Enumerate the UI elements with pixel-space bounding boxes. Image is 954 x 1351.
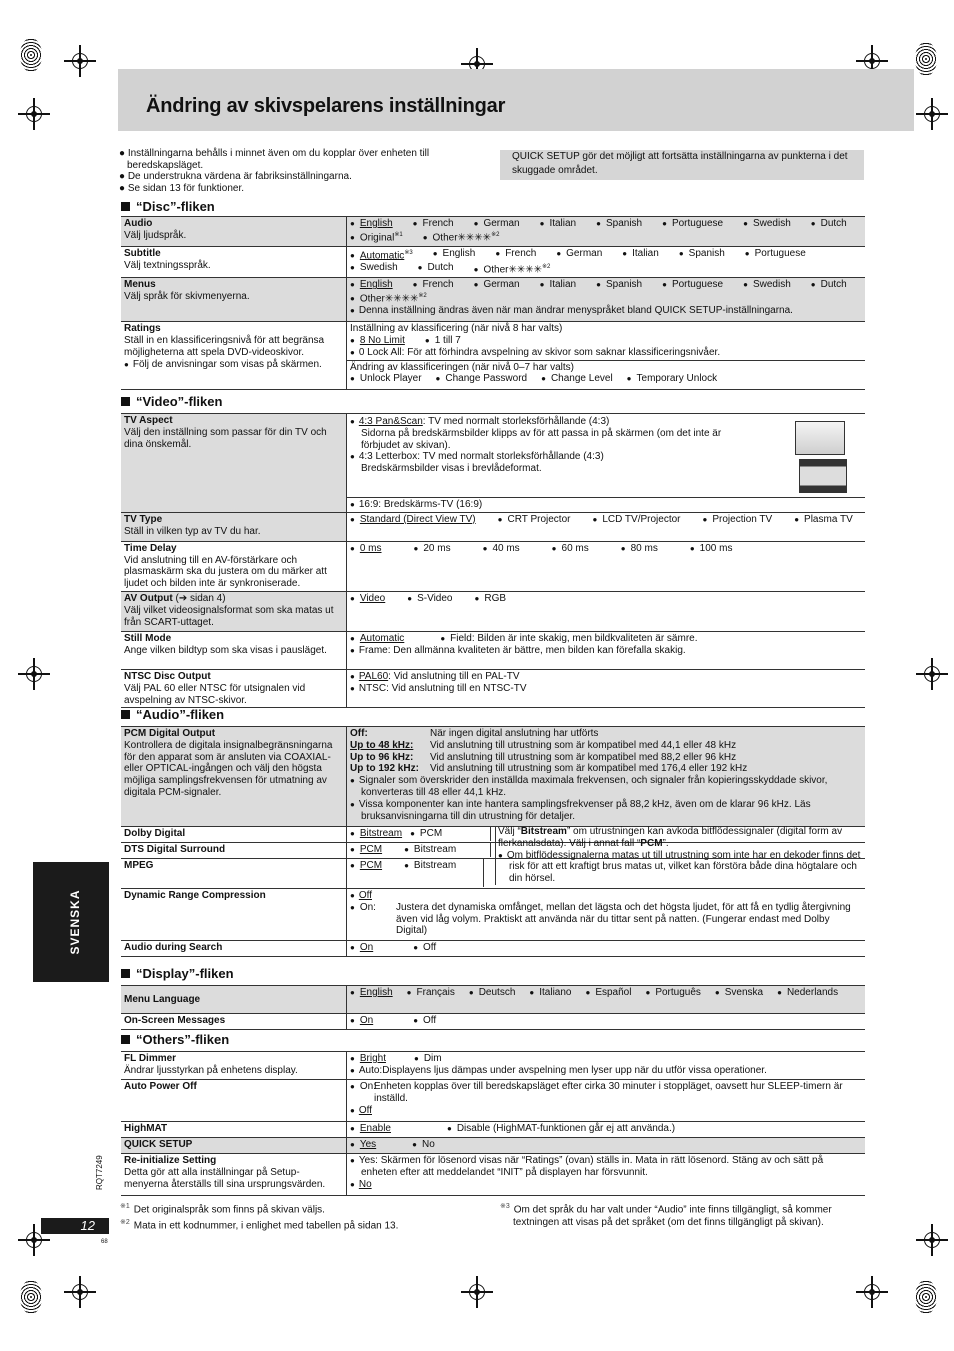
option-pal60[interactable]: ● PAL60: Vid anslutning till en PAL-TV [350, 671, 862, 683]
option-on[interactable]: ● On [350, 942, 373, 954]
option-portuguese[interactable]: ● Portuguese [662, 218, 723, 230]
option-lcd-tv-projector[interactable]: ● LCD TV/Projector [592, 514, 680, 526]
document-code: RQT7249 [95, 1155, 104, 1190]
option-0-ms[interactable]: ● 0 ms [350, 543, 382, 555]
option-other[interactable]: ● Other✳✳✳✳$^{※2}$ [423, 230, 500, 244]
setting-row-subtitle [121, 247, 865, 278]
option-swedish[interactable]: ● Swedish [743, 218, 791, 230]
option-espanol[interactable]: ● Español [585, 987, 631, 999]
option-no[interactable]: ● No [350, 1179, 862, 1191]
intro-note: ● De understrukna värdena är fabriksinställningarna. [119, 171, 352, 183]
setting-desc: Vid anslutning till en AV-förstärkare och plasmaskärm ska du justera om du märker att ljudet och bilden inte är synkroniserade. [124, 554, 327, 590]
crosshair-icon [18, 658, 50, 690]
option-bitstream[interactable]: ● Bitstream [404, 860, 456, 872]
video-settings-table [121, 413, 865, 708]
option-french[interactable]: ● French [413, 218, 454, 230]
setting-row-fl-dimmer [121, 1052, 865, 1080]
setting-desc: Ställ in vilken typ av TV du har. [124, 525, 261, 537]
setting-row-ratings [121, 322, 865, 390]
pan-scan-illustration [795, 421, 845, 455]
option-german[interactable]: ● German [474, 279, 520, 291]
option-portuguese[interactable]: ● Portuguese [745, 248, 806, 262]
setting-name: AV Output (➔ sidan 4) [124, 592, 226, 604]
setting-name: Time Delay [124, 542, 177, 554]
setting-name: TV Aspect [124, 415, 173, 426]
crosshair-icon [916, 658, 948, 690]
option-pcm[interactable]: ● PCM [350, 860, 382, 872]
option-on[interactable]: ● On: [350, 1081, 374, 1105]
setting-desc: Välj vilket videosignalsformat som ska matas ut från SCART-uttaget. [124, 604, 334, 628]
option-automatic[interactable]: ● Automatic$^{※3}$ [350, 248, 413, 262]
setting-name: MPEG [124, 860, 154, 871]
option-ntsc[interactable]: ● NTSC: Vid anslutning till en NTSC-TV [350, 683, 862, 695]
option-off[interactable]: ● Off [350, 1105, 862, 1117]
registration-disc-icon [20, 38, 42, 72]
option-pcm[interactable]: ● PCM [350, 844, 382, 856]
intro-notes [119, 148, 489, 194]
intro-note: ● Inställningarna behålls i minnet även om du kopplar över enheten till beredskapsläget. [119, 148, 430, 171]
option-spanish[interactable]: ● Spanish [596, 279, 642, 291]
option-20-ms[interactable]: ● 20 ms [414, 543, 451, 555]
setting-name: Re-initialize Setting [124, 1155, 217, 1166]
option-40-ms[interactable]: ● 40 ms [483, 543, 520, 555]
quick-setup-note: QUICK SETUP gör det möjligt att fortsätta inställningarna av punkterna i det skuggade området. [500, 150, 864, 180]
setting-name: Auto Power Off [124, 1081, 197, 1092]
option-temporary-unlock[interactable]: ● Temporary Unlock [627, 373, 717, 385]
option-plasma-tv[interactable]: ● Plasma TV [794, 514, 853, 526]
option-nederlands[interactable]: ● Nederlands [777, 987, 838, 999]
option-pcm[interactable]: ● PCM [410, 828, 442, 840]
footnote-3: $^{※3}$ Om det språk du har valt under “Audio” inte finns tillgängligt, så kommer textningen att visas på det språket (om det finns tillgängligt på skivan). [500, 1203, 832, 1228]
option-dim[interactable]: ● Dim [414, 1053, 442, 1065]
letterbox-desc: Bredskärmsbilder visas i brevlådeformat. [361, 463, 542, 475]
setting-name: Dynamic Range Compression [124, 890, 266, 901]
option-italian[interactable]: ● Italian [540, 218, 577, 230]
option-italian[interactable]: ● Italian [622, 248, 659, 262]
bitstream-note: Välj “Bitstream” om utrustningen kan avkoda bitflödessignaler (digital form av flerkanalsdata). Välj i annat fall “PCM”. ● Om bitflödessignalerna matas ut till utrustning som inte har en dekoder finns det risk för att ett kraftigt brus matas ut, vilket kan förstöra både dina högtalare och din hörsel. [495, 826, 863, 885]
setting-row-pcm-digital-output [121, 727, 865, 827]
crosshair-icon [856, 1276, 888, 1308]
option-80-ms[interactable]: ● 80 ms [621, 543, 658, 555]
setting-name: HighMAT [124, 1123, 168, 1134]
section-heading-audio: “Audio”-fliken [121, 707, 224, 722]
setting-name: QUICK SETUP [124, 1139, 193, 1150]
setting-row-time-delay [121, 541, 865, 591]
setting-desc: Välj ljudspråk. [124, 229, 187, 241]
setting-name: Still Mode [124, 632, 172, 644]
setting-row-reinitialize [121, 1154, 865, 1196]
setting-desc: Välj textningsspråk. [124, 259, 211, 271]
option-german[interactable]: ● German [556, 248, 602, 262]
setting-row-menu-language [121, 986, 865, 1014]
option-yes[interactable]: ● Yes [350, 1139, 376, 1151]
setting-name: TV Type [124, 513, 163, 525]
registration-disc-icon [915, 42, 937, 76]
option-bitstream[interactable]: ● Bitstream [404, 844, 456, 856]
option-french[interactable]: ● French [413, 279, 454, 291]
setting-name: DTS Digital Surround [124, 844, 226, 855]
option-deutsch[interactable]: ● Deutsch [469, 987, 516, 999]
option-english[interactable]: ● English [350, 279, 393, 291]
registration-disc-icon [915, 1280, 937, 1314]
option-dutch[interactable]: ● Dutch [811, 279, 847, 291]
drc-on-desc: Justera det dynamiska omfånget, mellan det lägsta och det högsta ljudet, för att få en tydlig återgivning även vid låg volym. Praktiskt att använda när du tittar sent på natten. (Fungerar endast med Dolby Digital) [396, 901, 851, 937]
intro-note: ● Se sidan 13 för funktioner. [119, 182, 245, 194]
option-swedish[interactable]: ● Swedish [350, 262, 398, 276]
option-no[interactable]: ● No [412, 1139, 435, 1151]
option-0-lock-all[interactable]: ● 0 Lock All: För att förhindra avspelning av skivor som saknar klassificeringsnivåer. [350, 347, 862, 359]
section-heading-disc: “Disc”-fliken [121, 199, 215, 214]
footnote-1: $^{※1}$ Det originalspråk som finns på skivan väljs. [120, 1203, 325, 1216]
setting-name: Subtitle [124, 248, 161, 259]
option-other[interactable]: ● Other✳✳✳✳$^{※2}$ [350, 291, 427, 305]
page-number: 12 [41, 1218, 109, 1234]
setting-row-highmat [121, 1122, 865, 1138]
ratings-heading-8: Inställning av klassificering (när nivå 8 har valts) [350, 323, 563, 335]
setting-desc: Välj PAL 60 eller NTSC för utsignalen vid avspelning av NTSC-skivor. [124, 682, 306, 706]
pan-scan-desc: Sidorna på bredskärmsbilder klipps av för att passa in på skärmen (om det inte är förbjudet av skivan). [361, 427, 722, 451]
option-1-to-7[interactable]: ● 1 till 7 [425, 335, 461, 347]
option-dutch[interactable]: ● Dutch [811, 218, 847, 230]
setting-row-tv-type [121, 512, 865, 541]
setting-row-audio-during-search [121, 941, 865, 957]
crosshair-icon [916, 98, 948, 130]
language-tab: SVENSKA [33, 862, 109, 982]
option-off[interactable]: ● Off [413, 1015, 436, 1027]
option-16-9[interactable]: ● 16:9: Bredskärms-TV (16:9) [350, 499, 862, 511]
setting-name: Ratings [124, 323, 161, 335]
option-off[interactable]: Off: När ingen digital anslutning har utförts [350, 728, 599, 739]
crosshair-icon [64, 45, 96, 77]
option-francais[interactable]: ● Français [407, 987, 455, 999]
option-projection-tv[interactable]: ● Projection TV [703, 514, 773, 526]
option-change-level[interactable]: ● Change Level [541, 373, 613, 385]
small-number: 68 [101, 1239, 108, 1245]
option-bitstream[interactable]: ● Bitstream [350, 828, 402, 840]
option-up-to-96[interactable]: Up to 96 kHz: Vid anslutning till utrustning som är kompatibel med 88,2 eller 96 kHz [350, 751, 737, 763]
setting-row-av-output [121, 591, 865, 631]
option-disable[interactable]: ● Disable (HighMAT-funktionen går ej att använda.) [447, 1123, 675, 1135]
setting-name: PCM Digital Output [124, 728, 216, 739]
setting-desc: Kontrollera de digitala insignalbegränsningarna för den apparat som är ansluten via COAXIAL- eller OPTICAL-ingången och välj den högsta möjliga samplingsfrekvensen för utmatning av digitala PCM-signaler. [124, 739, 333, 798]
setting-desc: Välj språk för skivmenyerna. [124, 291, 250, 303]
setting-desc: Ställ in en klassificeringsnivå för att begränsa möjligheterna att spela DVD-videoskivor. [124, 335, 325, 358]
crosshair-icon [18, 98, 50, 130]
option-spanish[interactable]: ● Spanish [679, 248, 725, 262]
disc-settings-table [121, 216, 865, 390]
setting-name: Dolby Digital [124, 828, 186, 839]
pcm-note-1: ● Signaler som överskrider den inställda maximala frekvensen, och signaler från kopieringsskyddade skivor, konverteras till 48 eller 44,1 kHz. [350, 775, 862, 799]
option-off[interactable]: ● Off [350, 890, 862, 902]
setting-row-dynamic-range [121, 889, 865, 941]
option-on[interactable]: ● On [350, 1015, 373, 1027]
section-heading-others: “Others”-fliken [121, 1032, 229, 1047]
setting-name: Menus [124, 279, 156, 291]
option-spanish[interactable]: ● Spanish [596, 218, 642, 230]
option-field[interactable]: ● Field: Bilden är inte skakig, men bildkvaliteten är sämre. [440, 633, 697, 645]
option-bright[interactable]: ● Bright [350, 1053, 386, 1065]
setting-row-audio [121, 217, 865, 247]
option-french[interactable]: ● French [495, 248, 536, 262]
option-original[interactable]: ● Original$^{※1}$ [350, 230, 403, 244]
setting-row-still-mode [121, 631, 865, 669]
option-yes[interactable]: ● Yes: Skärmen för lösenord visas när “Ratings” (ovan) ställs in. Mata in rätt lösenord. Stäng av och sätt på enheten efter att meddelandet “INIT” på displayen har försvunnit. [350, 1155, 862, 1179]
option-enable[interactable]: ● Enable [350, 1123, 391, 1135]
section-heading-display: “Display”-fliken [121, 966, 234, 981]
page-title: Ändring av skivspelarens inställningar [146, 95, 506, 117]
others-settings-table [121, 1051, 865, 1196]
option-italian[interactable]: ● Italian [540, 279, 577, 291]
footnotes-left [120, 1201, 490, 1232]
setting-name: FL Dimmer [124, 1053, 177, 1064]
apo-on-desc: Enheten kopplas över till beredskapsläget efter cirka 30 minuter i stoppläget, oavsett hur SLEEP-timern är inställd. [374, 1081, 843, 1104]
setting-name: Audio during Search [124, 942, 223, 953]
ratings-heading-0-7: Ändring av klassificeringen (när nivå 0–7 har valts) [350, 361, 574, 373]
option-letterbox[interactable]: ● 4:3 Letterbox: TV med normalt storleksförhållande (4:3) [350, 451, 862, 463]
display-settings-table [121, 985, 865, 1030]
ratings-bullet: ● Följ de anvisningar som visas på skärmen. [124, 359, 343, 371]
option-on[interactable]: ● On: [350, 902, 396, 937]
setting-row-ntsc-disc-output [121, 669, 865, 707]
option-100-ms[interactable]: ● 100 ms [690, 543, 733, 555]
option-60-ms[interactable]: ● 60 ms [552, 543, 589, 555]
option-crt-projector[interactable]: ● CRT Projector [498, 514, 571, 526]
option-english[interactable]: ● English [350, 218, 393, 230]
option-portuguese[interactable]: ● Portuguese [662, 279, 723, 291]
option-german[interactable]: ● German [474, 218, 520, 230]
option-other[interactable]: ● Other✳✳✳✳$^{※2}$ [474, 262, 551, 276]
option-video[interactable]: ● Video [350, 593, 385, 605]
option-dutch[interactable]: ● Dutch [418, 262, 454, 276]
title-band [118, 69, 914, 131]
setting-name: On-Screen Messages [124, 1015, 226, 1026]
footnote-2: $^{※2}$ Mata in ett kodnummer, i enlighet med tabellen på sidan 13. [120, 1218, 399, 1232]
setting-name: NTSC Disc Output [124, 670, 211, 682]
option-up-to-192[interactable]: Up to 192 kHz: Vid anslutning till utrustning som är kompatibel med 176,4 eller 192 kHz [350, 763, 748, 775]
option-up-to-48[interactable]: Up to 48 kHz: Vid anslutning till utrustning som är kompatibel med 44,1 eller 48 kHz [350, 739, 737, 751]
setting-name: Audio [124, 218, 153, 229]
crosshair-icon [461, 1276, 493, 1308]
option-portugues[interactable]: ● Português [645, 987, 700, 999]
crosshair-icon [64, 1276, 96, 1308]
option-s-video[interactable]: ● S-Video [407, 593, 452, 605]
option-frame[interactable]: ● Frame: Den allmänna kvaliteten är bättre, men bilden kan förefalla skakig. [350, 645, 862, 657]
option-english[interactable]: ● English [433, 248, 476, 262]
option-change-password[interactable]: ● Change Password [436, 373, 528, 385]
option-italiano[interactable]: ● Italiano [529, 987, 571, 999]
option-auto[interactable]: ● Auto:Displayens ljus dämpas under avspelning men lyser upp när du utför vissa operationer. [350, 1065, 862, 1077]
setting-desc: Ange vilken bildtyp som ska visas i pausläget. [124, 644, 327, 656]
option-standard[interactable]: ● Standard (Direct View TV) [350, 514, 476, 526]
setting-row-menus [121, 278, 865, 322]
option-unlock-player[interactable]: ● Unlock Player [350, 373, 422, 385]
setting-name: Menu Language [124, 993, 201, 1005]
setting-desc: Ändrar ljusstyrkan på enhetens display. [124, 1064, 298, 1076]
setting-row-quick-setup [121, 1138, 865, 1154]
menus-note: ● Denna inställning ändras även när man ändrar menyspråket bland QUICK SETUP-inställningarna. [350, 305, 862, 317]
option-off[interactable]: ● Off [413, 942, 436, 954]
option-svenska[interactable]: ● Svenska [715, 987, 763, 999]
setting-desc: Välj den inställning som passar för din TV och dina önskemål. [124, 426, 327, 450]
option-8-no-limit[interactable]: ● 8 No Limit [350, 335, 405, 347]
setting-row-on-screen-messages [121, 1014, 865, 1030]
option-swedish[interactable]: ● Swedish [743, 279, 791, 291]
option-english[interactable]: ● English [350, 987, 393, 999]
option-pan-scan[interactable]: ● 4:3 Pan&Scan: TV med normalt storleksförhållande (4:3) [350, 416, 862, 428]
section-heading-video: “Video”-fliken [121, 394, 222, 409]
setting-desc: Detta gör att alla inställningar på Setup-menyerna återställs till sina ursprungsvärden. [124, 1166, 326, 1190]
pcm-note-2: ● Vissa komponenter kan inte hantera samplingsfrekvenser på 88,2 kHz, även om de klarar 96 kHz. Läs bruksanvisningarna till din utrustning för detaljer. [350, 799, 862, 823]
option-rgb[interactable]: ● RGB [475, 593, 507, 605]
option-automatic[interactable]: ● Automatic [350, 633, 404, 645]
setting-row-auto-power-off [121, 1080, 865, 1122]
registration-disc-icon [20, 1280, 42, 1314]
setting-row-tv-aspect [121, 414, 865, 513]
letterbox-illustration [799, 459, 847, 493]
crosshair-icon [916, 1224, 948, 1256]
